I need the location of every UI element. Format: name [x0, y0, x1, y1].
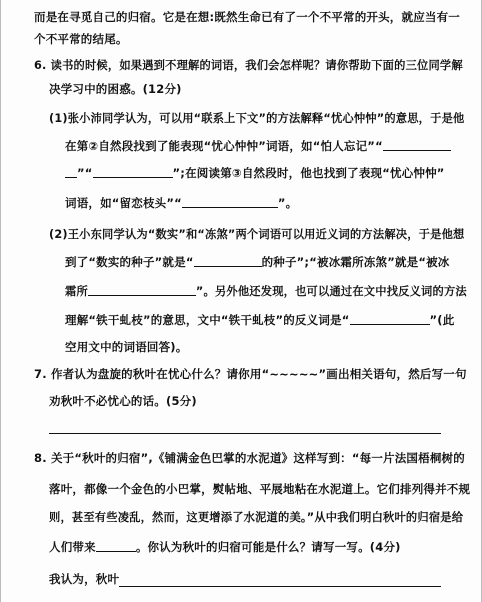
- answer-blank[interactable]: [182, 196, 278, 208]
- question-text: 理解“铁干虬枝”的意思，文中“铁干虬枝”的反义词是“: [65, 313, 350, 327]
- question-6-1: [65, 196, 297, 210]
- question-8-prompt: [34, 451, 465, 465]
- question-text: 到了“数实的种子”就是“: [65, 255, 194, 269]
- question-text: 在第②自然段找到了能表现“忧心忡忡”词语，如“怕人忘记”“: [65, 139, 383, 153]
- question-text: ”。: [277, 196, 298, 210]
- question-text: 我认为，秋叶: [49, 572, 120, 586]
- question-7-prompt: [34, 367, 467, 381]
- answer-prefix: [49, 572, 119, 586]
- question-6-prompt: [34, 59, 463, 73]
- question-6-1: [65, 166, 445, 180]
- answer-blank[interactable]: [383, 139, 451, 151]
- question-7-prompt: [49, 394, 197, 408]
- answer-blank[interactable]: [88, 284, 196, 296]
- answer-blank[interactable]: [96, 540, 136, 552]
- question-text: 决学习中的困惑。(12分): [49, 82, 182, 96]
- question-text: 人们带来: [49, 540, 96, 554]
- question-8-prompt: [49, 482, 470, 496]
- answer-blank[interactable]: [65, 166, 77, 178]
- question-6-2: [65, 284, 467, 299]
- question-6-2: [65, 255, 450, 269]
- question-6-1: [65, 139, 451, 153]
- question-6-prompt: [49, 82, 182, 96]
- question-text: 落叶，都像一个金色的小巴掌，熨帖地、平展地粘在水泥道上。它们排列得并不规: [49, 482, 471, 496]
- question-text: ”“: [77, 166, 93, 180]
- question-text: ”画出相关语句，然后写一句: [318, 367, 467, 381]
- answer-blank[interactable]: [194, 255, 262, 267]
- answer-blank[interactable]: [350, 313, 430, 325]
- question-text: ”;在阅读第③自然段时，他也找到了表现“忧心忡忡”: [172, 166, 445, 180]
- question-text: 空用文中的词语回答)。: [65, 340, 188, 354]
- passage-line: [34, 32, 128, 46]
- question-text: (2)王小东同学认为“数实”和“冻煞”两个词语可以用近义词的方法解决，于是他想: [49, 228, 465, 241]
- answer-blank[interactable]: [93, 166, 173, 178]
- question-text: 的种子”;“被冰霜所冻煞”就是“被冰: [261, 255, 450, 269]
- question-8-prompt: [49, 540, 401, 554]
- question-text: 。你认为秋叶的归宿可能是什么？请写一写。(4分): [135, 540, 401, 554]
- question-6-1: [49, 112, 465, 126]
- question-text: (1)张小沛同学认为，可以用“联系上下文”的方法解释“忧心忡忡”的意思，于是他: [49, 112, 465, 125]
- question-6-2: [65, 313, 454, 327]
- question-text: 6. 读书的时候，如果遇到不理解的词语，我们会怎样呢？请你帮助下面的三位同学解: [34, 59, 463, 72]
- question-text: 则，甚至有些凌乱，然而，这更增添了水泥道的美。”从中我们明白秋叶的归宿是给: [49, 511, 464, 524]
- question-text: 劝秋叶不必忧心的话。(5分): [49, 394, 197, 408]
- question-6-2: [65, 340, 187, 354]
- passage-line: [34, 10, 460, 24]
- passage-text: 而是在寻觅自己的归宿。它是在想:既然生命已有了一个不平常的开头，就应当有一: [34, 10, 460, 24]
- question-text: 词语，如“留恋枝头”“: [65, 196, 182, 210]
- answer-line[interactable]: [119, 586, 441, 587]
- answer-line[interactable]: [49, 433, 441, 434]
- question-text: 8. 关于“秋叶的归宿”,《铺满金色巴掌的水泥道》这样写到：“每一片法国梧桐树的: [34, 451, 465, 465]
- question-8-prompt: [49, 511, 463, 525]
- wavy-line-mark: ~~~~~: [269, 367, 319, 381]
- passage-text: 个不平常的结尾。: [34, 32, 128, 46]
- question-text: ”(此: [429, 313, 455, 327]
- question-text: 霜所: [65, 285, 88, 298]
- question-text: 7. 作者认为盘旋的秋叶在忧心什么？请你用“: [34, 367, 270, 381]
- question-6-2: [49, 228, 465, 242]
- question-text: ”。另外他还发现，也可以通过在文中找反义词的方法: [195, 285, 467, 298]
